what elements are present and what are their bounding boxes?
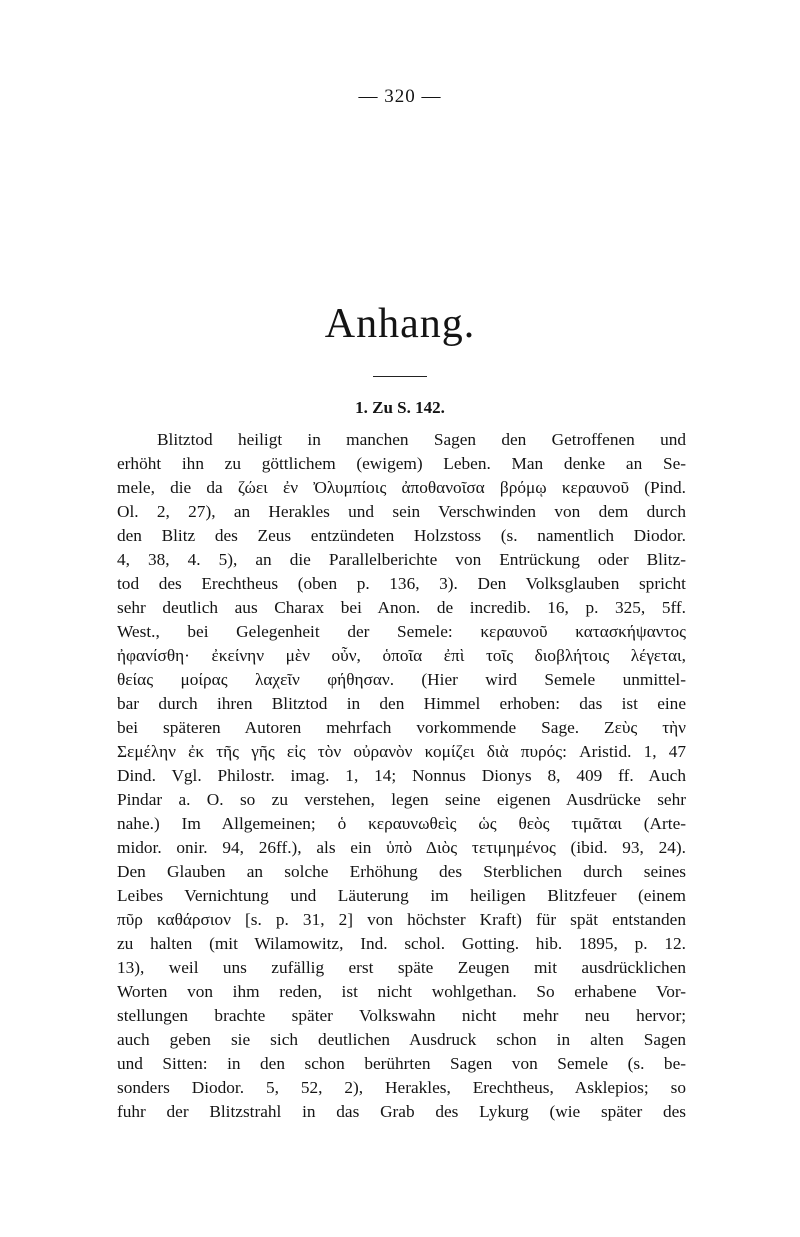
- text-line: nahe.) Im Allgemeinen; ὁ κεραυνωθεὶς ὡς θεὸς τιμᾶται (Arte-: [117, 814, 686, 833]
- text-line: Leibes Vernichtung und Läuterung im heiligen Blitzfeuer (einem: [117, 886, 686, 905]
- text-line: fuhr der Blitzstrahl in das Grab des Lykurg (wie später des: [117, 1102, 686, 1121]
- text-line: auch geben sie sich deutlichen Ausdruck schon in alten Sagen: [117, 1030, 686, 1049]
- text-line: bei späteren Autoren mehrfach vorkommende Sage. Ζεὺς τὴν: [117, 718, 686, 737]
- text-line: tod des Erechtheus (oben p. 136, 3). Den Volksglauben spricht: [117, 574, 686, 593]
- text-line: erhöht ihn zu göttlichem (ewigem) Leben. Man denke an Se-: [117, 454, 686, 473]
- title-divider: [373, 376, 427, 377]
- text-line: sonders Diodor. 5, 52, 2), Herakles, Erechtheus, Asklepios; so: [117, 1078, 686, 1097]
- text-line: und Sitten: in den schon berührten Sagen von Semele (s. be-: [117, 1054, 686, 1073]
- text-line: Den Glauben an solche Erhöhung des Sterblichen durch seines: [117, 862, 686, 881]
- body-text: [117, 428, 686, 1124]
- chapter-title: Anhang.: [324, 301, 476, 347]
- text-line: West., bei Gelegenheit der Semele: κεραυνοῦ κατασκήψαντος: [117, 622, 686, 641]
- text-line: stellungen brachte später Volkswahn nicht mehr neu hervor;: [117, 1006, 686, 1025]
- text-line: Pindar a. O. so zu verstehen, legen seine eigenen Ausdrücke sehr: [117, 790, 686, 809]
- text-line: ἠφανίσθη· ἐκείνην μὲν οὖν, ὁποῖα ἐπὶ τοῖς διοβλήτοις λέγεται,: [117, 646, 686, 665]
- text-line: den Blitz des Zeus entzündeten Holzstoss (s. namentlich Diodor.: [117, 526, 686, 545]
- text-line: bar durch ihren Blitztod in den Himmel erhoben: das ist eine: [117, 694, 686, 713]
- text-line: zu halten (mit Wilamowitz, Ind. schol. Gotting. hib. 1895, p. 12.: [117, 934, 686, 953]
- text-line: Σεμέλην ἐκ τῆς γῆς εἰς τὸν οὐρανὸν κομίζει διὰ πυρός: Aristid. 1, 47: [117, 742, 686, 761]
- text-line: 13), weil uns zufällig erst späte Zeugen mit ausdrücklichen: [117, 958, 686, 977]
- text-line: sehr deutlich aus Charax bei Anon. de incredib. 16, p. 325, 5ff.: [117, 598, 686, 617]
- text-line: Dind. Vgl. Philostr. imag. 1, 14; Nonnus Dionys 8, 409 ff. Auch: [117, 766, 686, 785]
- text-line: Worten von ihm reden, ist nicht wohlgethan. So erhabene Vor-: [117, 982, 686, 1001]
- text-line: 4, 38, 4. 5), an die Parallelberichte von Entrückung oder Blitz-: [117, 550, 686, 569]
- text-line: πῦρ καθάρσιον [s. p. 31, 2] von höchster Kraft) für spät entstanden: [117, 910, 686, 929]
- text-line: Ol. 2, 27), an Herakles und sein Verschwinden von dem durch: [117, 502, 686, 521]
- text-line: midor. onir. 94, 26ff.), als ein ὑπὸ Διὸς τετιμημένος (ibid. 93, 24).: [117, 838, 686, 857]
- page-number: — 320 —: [358, 86, 442, 107]
- text-line: Blitztod heiligt in manchen Sagen den Getroffenen und: [157, 430, 686, 449]
- text-line: θείας μοίρας λαχεῖν φήθησαν. (Hier wird Semele unmittel-: [117, 670, 686, 689]
- section-heading: 1. Zu S. 142.: [355, 398, 445, 417]
- text-line: mele, die da ζώει ἐν Ὀλυμπίοις ἀποθανοῖσα βρόμῳ κεραυνοῦ (Pind.: [117, 478, 686, 497]
